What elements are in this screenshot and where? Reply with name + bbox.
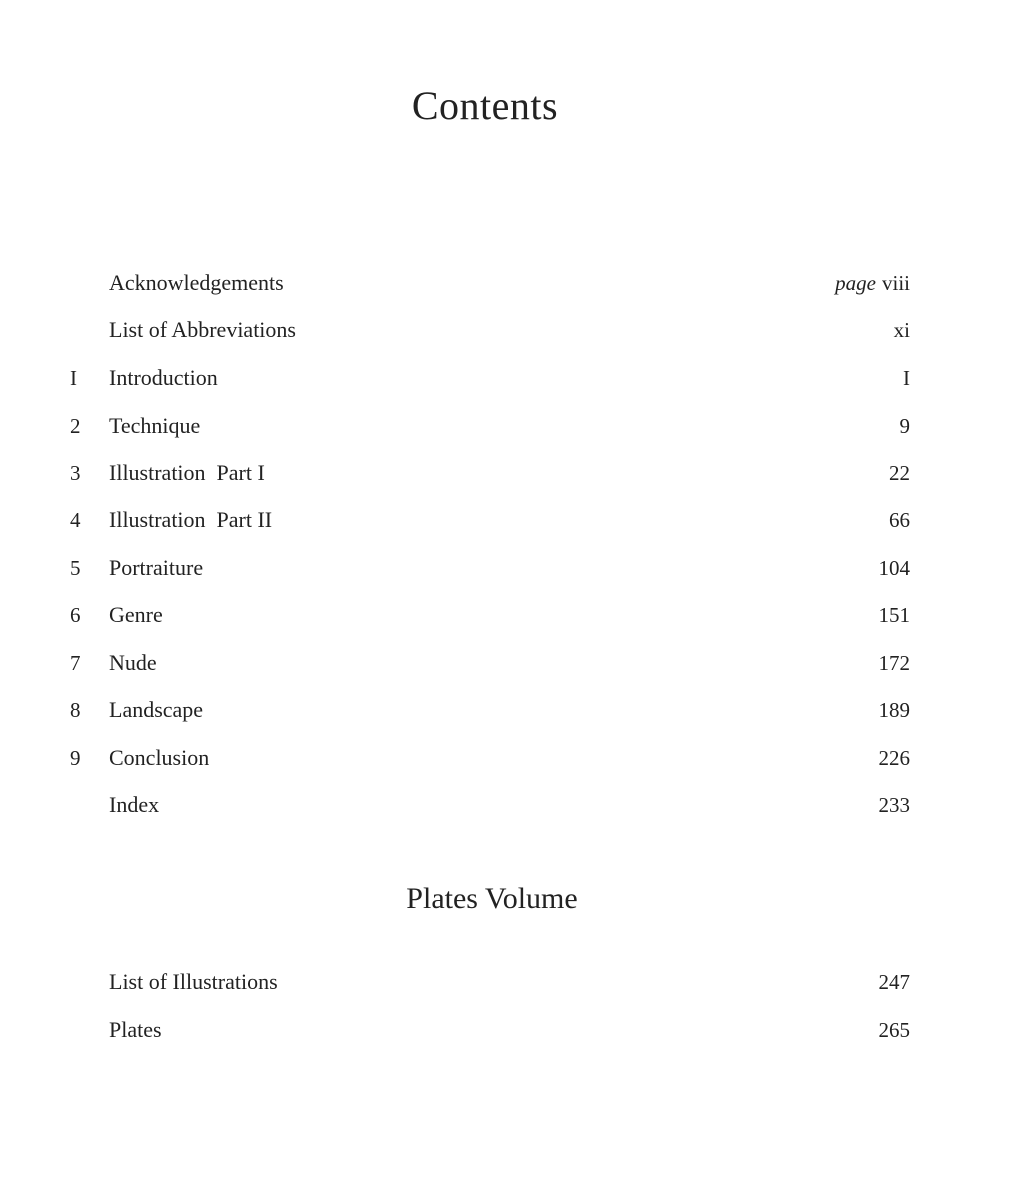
page-reference xyxy=(835,268,910,298)
entry-title: List of Illustrations xyxy=(109,969,278,994)
page-number: 104 xyxy=(878,556,910,580)
toc-entry xyxy=(70,600,910,630)
toc-entry xyxy=(70,967,910,997)
page-number: 247 xyxy=(878,970,910,994)
page-number: 172 xyxy=(878,651,910,675)
page-number: 265 xyxy=(878,1018,910,1042)
entry-title: Illustration Part II xyxy=(109,507,273,532)
entry-title: Plates xyxy=(109,1017,162,1042)
entry-title: Landscape xyxy=(109,697,204,722)
chapter-number: 7 xyxy=(70,651,81,675)
entry-title: Genre xyxy=(109,602,163,627)
page-title: Contents xyxy=(411,83,559,128)
entry-title: Portraiture xyxy=(109,555,204,580)
chapter-number: 3 xyxy=(70,461,81,485)
page-number: viii xyxy=(881,271,910,295)
chapter-number: 9 xyxy=(70,746,81,770)
page-prefix: page xyxy=(835,271,876,295)
entry-title: Illustration Part I xyxy=(109,460,265,485)
chapter-number: 8 xyxy=(70,698,81,722)
toc-entry xyxy=(70,458,910,488)
entry-title: Nude xyxy=(109,650,157,675)
entry-title: List of Abbreviations xyxy=(109,317,296,342)
chapter-number: 5 xyxy=(70,556,81,580)
chapter-number: 4 xyxy=(70,508,81,532)
page-number: I xyxy=(903,366,910,390)
page-number: 9 xyxy=(899,414,910,438)
chapter-number: I xyxy=(70,366,77,390)
chapter-number: 6 xyxy=(70,603,81,627)
chapter-number: 2 xyxy=(70,414,81,438)
toc-entry xyxy=(70,363,910,393)
toc-entry xyxy=(70,743,910,773)
page-number: 189 xyxy=(878,698,910,722)
toc-entry xyxy=(70,268,910,298)
entry-title: Conclusion xyxy=(109,745,210,770)
page-number: 151 xyxy=(878,603,910,627)
entry-title: Technique xyxy=(109,413,201,438)
plates-volume-heading: Plates Volume xyxy=(406,882,578,915)
page-number: xi xyxy=(893,318,910,342)
toc-entry xyxy=(70,1015,910,1045)
page-number: 233 xyxy=(878,793,910,817)
toc-entry xyxy=(70,505,910,535)
toc-entry xyxy=(70,553,910,583)
page-number: 22 xyxy=(889,461,910,485)
toc-entry xyxy=(70,790,910,820)
toc-entry xyxy=(70,695,910,725)
page-number: 226 xyxy=(878,746,910,770)
toc-entry xyxy=(70,411,910,441)
entry-title: Index xyxy=(109,792,160,817)
entry-title: Introduction xyxy=(109,365,218,390)
toc-entry xyxy=(70,315,910,345)
page-number: 66 xyxy=(889,508,910,532)
entry-title: Acknowledgements xyxy=(109,270,284,295)
toc-entry xyxy=(70,648,910,678)
